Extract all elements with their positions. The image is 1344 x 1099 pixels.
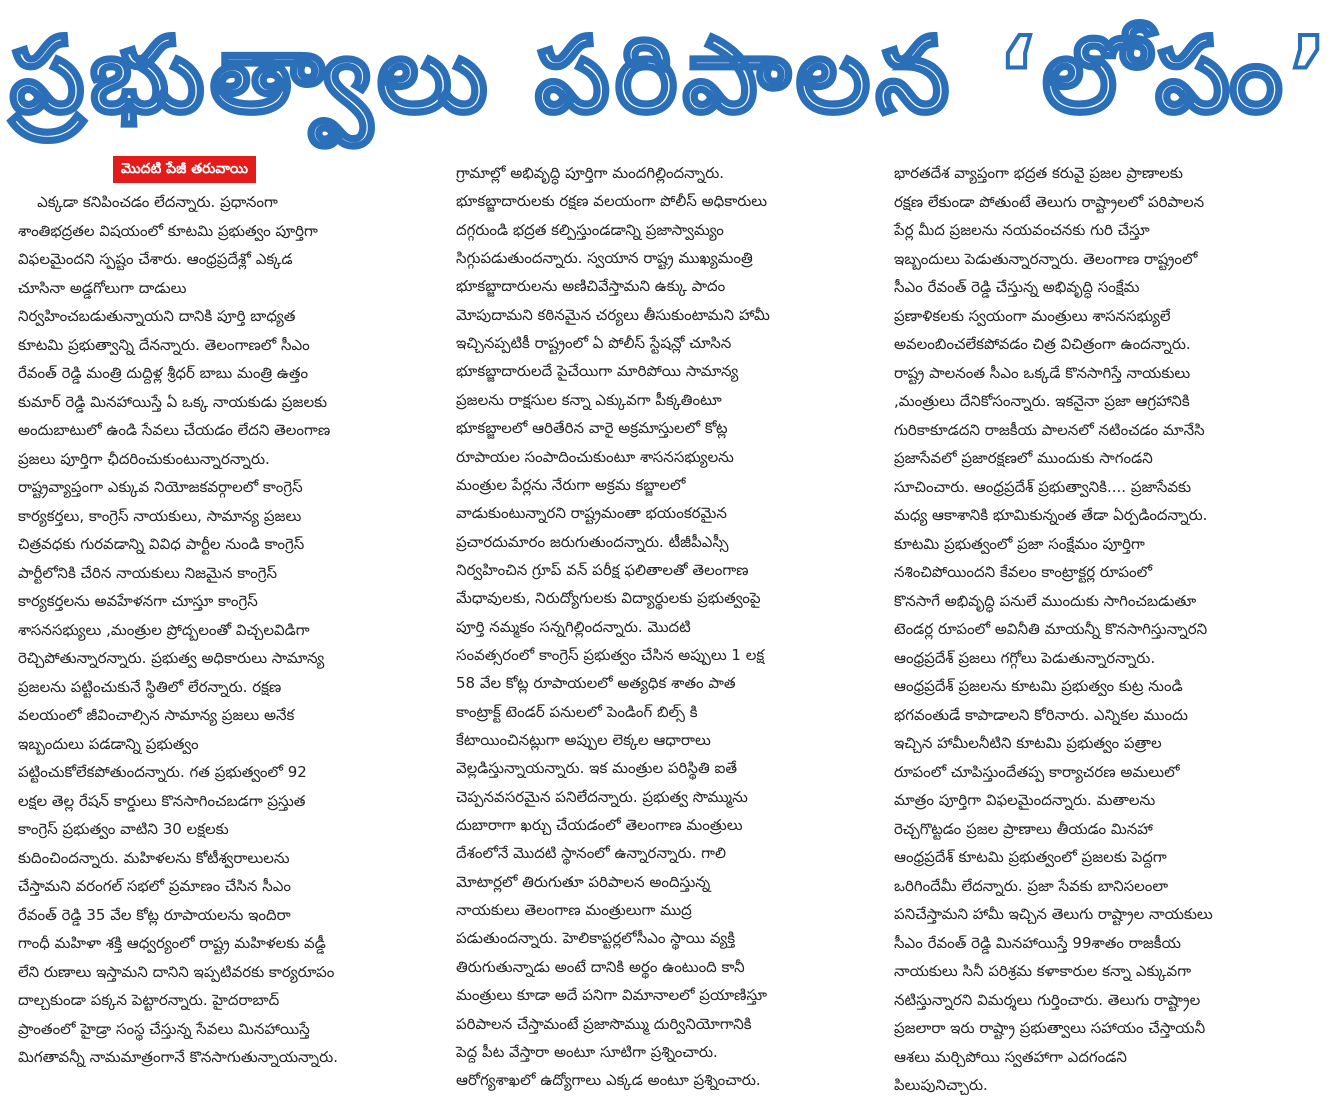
article-line: లేని రుణాలు ఇస్తామని దానిని ఇప్పటివరకు కార్యరూపం [18,962,335,981]
article-line: గురికాకూడదని రాజకీయ పాలనలో నటించడం మానేసి [894,420,1205,439]
article-line: విఫలమైందని స్పష్టం చేశారు. ఆంధ్రప్రదేశ్లో ఎక్కడ [18,250,293,268]
article-line: శాసనసభ్యులు ,మంత్రుల ప్రోద్బలంతో విచ్చలవిడిగా [18,620,310,639]
article-line: కుమార్ రెడ్డి మినహాయిస్తే ఏ ఒక్క నాయకుడు ప్రజలకు [18,392,328,411]
article-line: ప్రణాళికలకు స్వయంగా మంత్రులు శాసనసభ్యులే [894,306,1171,325]
article-line: శాంతిభద్రతల విషయంలో కూటమి ప్రభుత్వం పూర్తిగా [18,221,318,240]
article-line: ప్రజలను పట్టించుకునే స్థితిలో లేరన్నారు. రక్షణ [18,677,282,696]
article-line: ఆరోగ్యశాఖలో ఉద్యోగాలు ఎక్కడ అంటూ ప్రశ్నించారు. [456,1071,761,1090]
article-line: మంత్రుల పేర్లను నేరుగా అక్రమ కబ్జాలలో [456,475,686,494]
article-line: ఆంధ్రప్రదేశ్ ప్రజలను కూటమి ప్రభుత్వం కుట్ర నుండి [894,677,1183,695]
article-line: మేధావులకు, నిరుద్యోగులకు విద్యార్థులకు ప్రభుత్వంపై [456,589,761,608]
article-line: ప్రజలు పూర్తిగా ఛీదరించుకుంటున్నారన్నారు. [18,449,270,468]
article-line: రెచ్చగొట్టడం ప్రజల ప్రాణాలు తీయడం మినహా [894,819,1153,838]
article-line: కాంట్రాక్ట్ టెండర్ పనులలో పెండింగ్ బిల్స్ కి [456,702,698,721]
article-column-1 [18,0,433,1079]
article-line: తిరుగుతున్నాడు అంటే దానికి అర్థం ఉంటుంది కానీ [456,957,745,976]
article-line: చెప్పనవసరమైన పనిలేదన్నారు. ప్రభుత్వ సొమ్మును [456,787,748,806]
article-line: మాత్రం పూర్తిగా విఫలమైందన్నారు. మతాలను [894,791,1156,809]
article-line: నశించిపోయిందని కేవలం కాంట్రాక్టర్ల రూపంలో [894,563,1153,581]
article-line: రెచ్చిపోతున్నారన్నారు. ప్రభుత్వ అధికారులు సామాన్య [18,649,325,667]
article-line: 58 వేల కోట్ల రూపాయలలో అత్యధిక శాతం పాత [456,674,736,693]
article-line: పిలుపునిచ్చారు. [894,1076,988,1094]
article-line: భూకబ్జాదారులకు రక్షణ వలయంగా పోలీస్ అధికారులు [456,192,768,211]
continuation-label: మొదటి పేజీ తరువాయి [113,156,256,183]
article-line: కుదించిందన్నారు. మహిళలను కోటీశ్వరాలులను [18,848,290,867]
article-line: రేవంత్ రెడ్డి మంత్రి దుద్దిళ్ల శ్రీధర్ బాబు మంత్రి ఉత్తం [18,364,309,382]
article-line: నిర్వహించబడుతున్నాయని దానికి పూర్తి బాధ్యత [18,307,296,325]
article-line: కార్యకర్తలను అవహేళనగా చూస్తూ కాంగ్రెస్ [18,592,258,610]
article-line: ,మంత్రులు దేనికోసంన్నారు. ఇకనైనా ప్రజా ఆగ్రహానికి [894,392,1190,410]
article-line: కాంగ్రెస్ ప్రభుత్వం వాటిని 30 లక్షలకు [18,820,229,838]
article-line: సిగ్గుపడుతుందన్నారు. స్వయాన రాష్ట్ర ముఖ్యమంత్రి [456,249,753,268]
article-line: కొనసాగే అభివృద్ధి పనులే ముందుకు సాగించబడుతూ [894,591,1197,610]
article-line: ఇబ్బందులు పడడాన్ని ప్రభుత్వం [18,734,199,753]
article-line: గ్రామాల్లో అభివృద్ధి పూర్తిగా మందగిల్లిందన్నారు. [456,164,725,182]
article-line: చిత్రవధకు గురవడాన్ని వివిధ పార్టీల నుండి కాంగ్రెస్ [18,535,305,553]
article-line: మధ్య ఆకాశానికి భూమికున్నంత తేడా ఏర్పడిందన్నారు. [894,506,1208,524]
article-line: పట్టించుకోలేకపోతుందన్నారు. గత ప్రభుత్వంలో 92 [18,763,307,781]
article-line: ఇబ్బందులు పెడుతున్నారన్నారు. తెలంగాణ రాష్ట్రంలో [894,249,1198,268]
article-line: పార్టీలోనికి చేరిన నాయకులు నిజమైన కాంగ్రెస్ [18,563,278,582]
article-line: సీఎం రేవంత్ రెడ్డి చేస్తున్న అభివృద్ధి సంక్షేమ [894,278,1140,296]
article-line: ఇచ్చినప్పటికీ రాష్ట్రంలో ఏ పోలీస్ స్టేషన్లో చూసిన [456,334,732,353]
article-line: రాష్ట్రవ్యాప్తంగా ఎక్కువ నియోజకవర్గాలలో కాంగ్రెస్ [18,478,303,496]
article-line: దగ్గరుండి భద్రత కల్పిస్తుండడాన్ని ప్రజాస్వామ్యం [456,220,724,239]
article-line: భూకబ్జాదారులను అణిచివేస్తామని ఉక్కు పాదం [456,277,726,296]
article-line: వలయంలో జీవించాల్సిన సామాన్య ప్రజలు అనేక [18,706,295,724]
article-line: నాయకులు సినీ పరిశ్రమ కళాకారుల కన్నా ఎక్కువగా [894,962,1192,980]
article-line: మోటార్లలో తిరుగుతూ పరిపాలన అందిస్తున్న [456,872,711,891]
article-line: లక్షల తెల్ల రేషన్ కార్డులు కొనసాగించబడగా ప్రస్తుత [18,791,306,810]
article-line: భారతదేశ వ్యాప్తంగా భద్రత కరువై ప్రజల ప్రాణాలకు [894,164,1183,182]
article-line: అవలంబించలేకపోవడం చిత్ర విచిత్రంగా ఉందన్నారు. [894,335,1191,353]
article-line: రేవంత్ రెడ్డి 35 వేల కోట్ల రూపాయలను ఇందిరా [18,905,291,924]
article-line: ప్రజాసేవలో ప్రజారక్షణలో ముందుకు సాగండని [894,449,1153,467]
article-line: చేస్తామని వరంగల్ సభలో ప్రమాణం చేసిన సీఎం [18,877,292,895]
article-line: రక్షణ లేకుండా పోతుంటే తెలుగు రాష్ట్రాలలో పరిపాలన [894,192,1205,211]
article-line: ఇచ్చిన హామీలనీటిని కూటమి ప్రభుత్వం పత్రాల [894,734,1162,752]
article-line: పెద్ద పీట వేస్తారా అంటూ సూటిగా ప్రశ్నించారు. [456,1042,718,1061]
article-line: రూపంలో చూపిస్తుందేతప్ప కార్యాచరణ అమలులో [894,762,1180,781]
article-line: సూచించారు. ఆంధ్రప్రదేశ్ ప్రభుత్వానికి.... ప్రజాసేవకు [894,477,1192,496]
headline: ప్రభుత్వాలు పరిపాలన ‘లోపం’ [10,14,1334,136]
article-line: చూసినా అడ్డగోలుగా దాడులు [18,278,187,297]
article-line: ఆంధ్రప్రదేశ్ ప్రజలు గగ్గోలు పెడుతున్నారన్నారు. [894,648,1156,667]
article-line: నటిస్తున్నారని విమర్శలు గుర్తించారు. తెలుగు రాష్ట్రాల [894,990,1201,1009]
article-line: నాయకులు తెలంగాణ మంత్రులుగా ముద్ర [456,901,692,920]
article-line: కూటమి ప్రభుత్వంలో ప్రజా సంక్షేమం పూర్తిగా [894,534,1145,553]
article-line: దాల్చకుండా పక్కన పెట్టారన్నారు. హైదరాబాద్ [18,991,280,1009]
article-line: ఆంధ్రప్రదేశ్ కూటమి ప్రభుత్వంలో ప్రజలకు పెద్దగా [894,848,1167,866]
article-column-2 [456,0,864,1090]
article-line: టెండర్ల రూపంలో అవినీతి మాయన్నీ కొనసాగిస్తున్నారని [894,620,1208,638]
article-line: ఆశలు మర్చిపోయి స్వతహాగా ఎదగండని [894,1047,1127,1066]
article-line: పనిచేస్తామని హామీ ఇచ్చిన తెలుగు రాష్ట్రాల నాయకులు [894,905,1213,923]
article-line: భగవంతుడే కాపాడాలని కోరినారు. ఎన్నికల ముందు [894,705,1188,724]
article-line: ఎక్కడా కనిపించడం లేదన్నారు. ప్రధానంగా [18,193,278,211]
article-line: పరిపాలన చేస్తామంటే ప్రజాసొమ్ము దుర్వినియోగానికి [456,1014,752,1033]
article-line: కేటాయించినట్లుగా అప్పుల లెక్కల ఆధారాలు [456,731,711,749]
article-line: అందుబాటులో ఉండి సేవలు చేయడం లేదని తెలంగాణ [18,421,331,439]
article-line: కార్యకర్తలు, కాంగ్రెస్ నాయకులు, సామాన్య ప్రజలు [18,506,302,525]
article-line: భూకబ్జాదారులదే పైచేయిగా మారిపోయి సామాన్య [456,362,739,381]
article-line: పడుతుందన్నారు. హెలికాప్టర్లలోసీఎం స్థాయి వ్యక్తి [456,929,736,948]
article-line: మంత్రులు కూడా అదే పనిగా విమానాలలో ప్రయాణిస్తూ [456,986,768,1005]
article-line: ప్రజలను రాక్షసుల కన్నా ఎక్కువగా పీక్కతింటూ [456,390,722,409]
article-column-3 [894,0,1314,1094]
article-line: వాడుకుంటున్నారని రాష్ట్రమంతా భయంకరమైన [456,504,727,523]
article-line: సీఎం రేవంత్ రెడ్డి మినహాయిస్తే 99శాతం రాజకీయ [894,933,1181,952]
article-line: ప్రజలారా ఇరు రాష్ట్రా ప్రభుత్వాలు సహాయం చేస్తాయనీ [894,1019,1206,1037]
article-line: సంవత్సరంలో కాంగ్రెస్ ప్రభుత్వం చేసిన అప్పులు 1 లక్ష [456,645,765,664]
article-line: ఒరిగిందేమీ లేదన్నారు. ప్రజా సేవకు బానిసలంలా [894,876,1169,895]
article-line: రాష్ట్ర పాలనంత సీఎం ఒక్కడే కొనసాగిస్తే నాయకులు [894,363,1191,382]
article-line: వెల్లడిస్తున్నాయన్నారు. ఇక మంత్రుల పరిస్థితి ఐతే [456,759,738,778]
article-line: కూటమి ప్రభుత్వాన్ని దేనన్నారు. తెలంగాణలో సీఎం [18,335,310,354]
article-line: పూర్తి నమ్మకం సన్నగిల్లిందన్నారు. మొదటి [456,617,691,636]
article-line: పేర్ల మీద ప్రజలను నయవంచనకు గురి చేస్తూ [894,221,1150,239]
article-line: ప్రచారదుమారం జరుగుతుందన్నారు. టీజీపీఎస్సీ [456,532,729,551]
article-line: మోపుదామని కఠినమైన చర్యలు తీసుకుంటామని హామీ [456,305,770,324]
article-line: గాంధీ మహిళా శక్తి ఆధ్వర్యంలో రాష్ట్ర మహిళలకు వడ్డీ [18,934,326,952]
article-line: మిగతావన్నీ నామమాత్రంగానే కొనసాగుతున్నాయన్నారు. [18,1048,338,1066]
article-line: దేశంలోనే మొదటి స్థానంలో ఉన్నారన్నారు. గాలి [456,844,726,863]
article-line: రూపాయల సంపాదించుకుంటూ శాసనసభ్యులను [456,447,734,466]
article-line: నిర్వహించిన గ్రూప్ వన్ పరీక్ష ఫలితాలతో తెలంగాణ [456,560,749,579]
article-line: దుబారాగా ఖర్చు చేయడంలో తెలంగాణ మంత్రులు [456,816,743,835]
article-line: భూకబ్జాలలో ఆరితేరిన వారై అక్రమాస్తులలో కోట్ల [456,419,728,438]
article-line: ప్రాంతంలో హైడ్రా సంస్థ చేస్తున్న సేవలు మినహాయిస్తే [18,1019,310,1038]
